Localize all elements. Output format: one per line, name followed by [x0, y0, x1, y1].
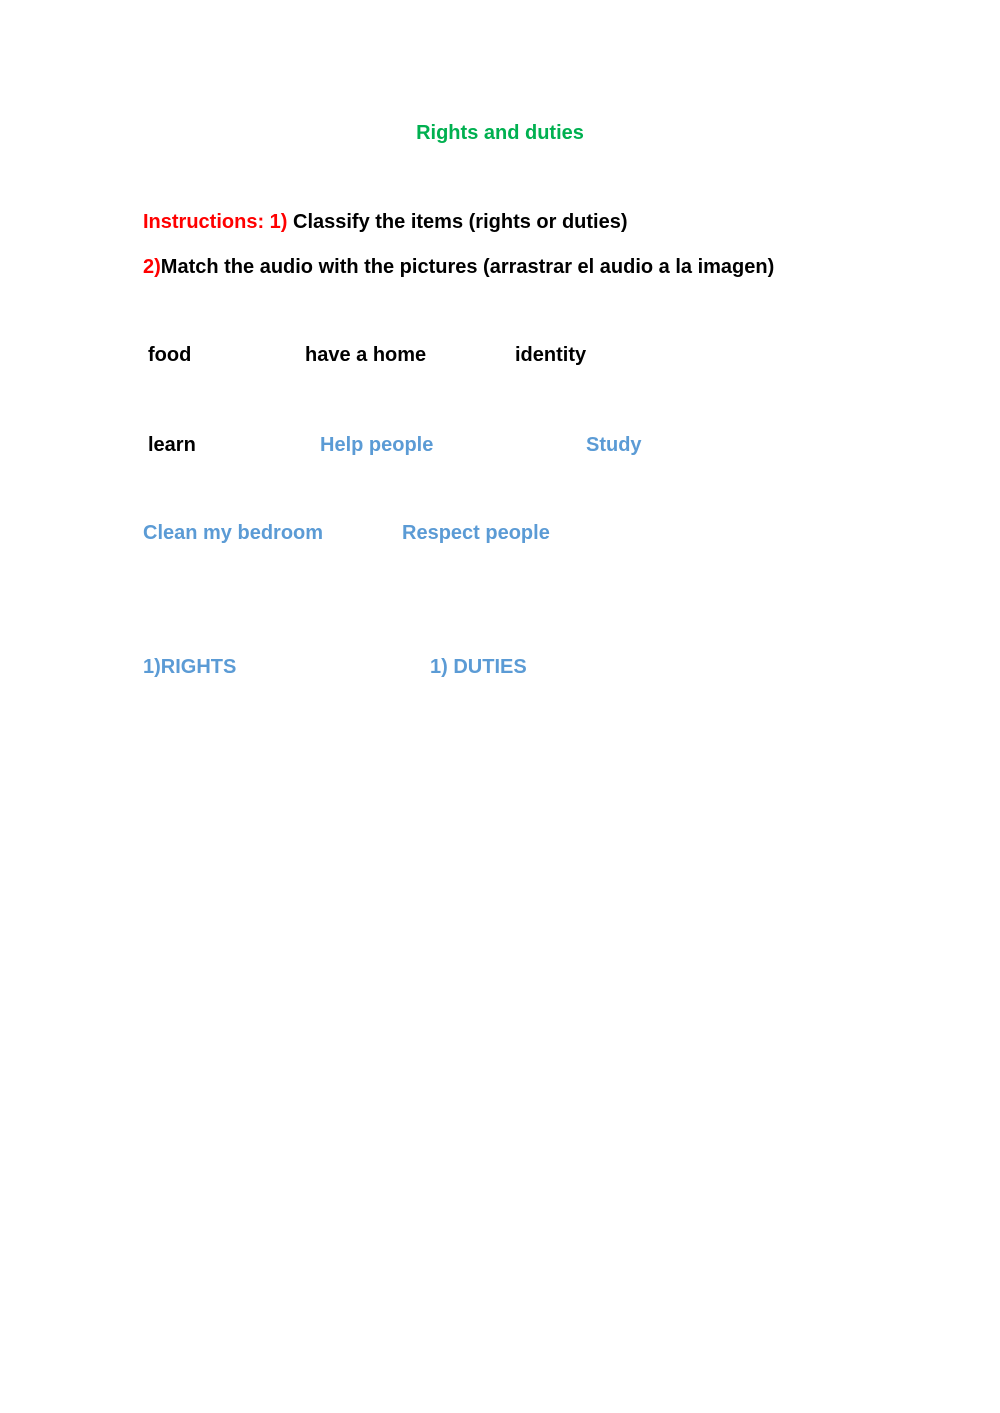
item-learn[interactable]: learn	[148, 434, 196, 456]
item-help-people[interactable]: Help people	[320, 434, 434, 456]
item-identity[interactable]: identity	[515, 344, 587, 366]
instructions-label: Instructions: 1)	[143, 211, 288, 233]
item-have-a-home[interactable]: have a home	[305, 344, 427, 366]
page-title: Rights and duties	[416, 122, 584, 144]
instruction-line-2	[143, 255, 774, 279]
instruction-line-1	[143, 210, 628, 234]
instruction-step-2-number: 2)	[143, 256, 161, 278]
instruction-step-2-text: Match the audio with the pictures (arrastrar el audio a la imagen)	[160, 256, 775, 278]
item-study[interactable]: Study	[586, 434, 642, 456]
category-rights-heading: 1)RIGHTS	[143, 656, 237, 678]
item-respect-people[interactable]: Respect people	[402, 522, 550, 544]
item-clean-my-bedroom[interactable]: Clean my bedroom	[143, 522, 324, 544]
category-duties-heading: 1) DUTIES	[430, 656, 527, 678]
instruction-step-1-text: Classify the items (rights or duties)	[287, 211, 628, 233]
item-food[interactable]: food	[148, 344, 192, 366]
